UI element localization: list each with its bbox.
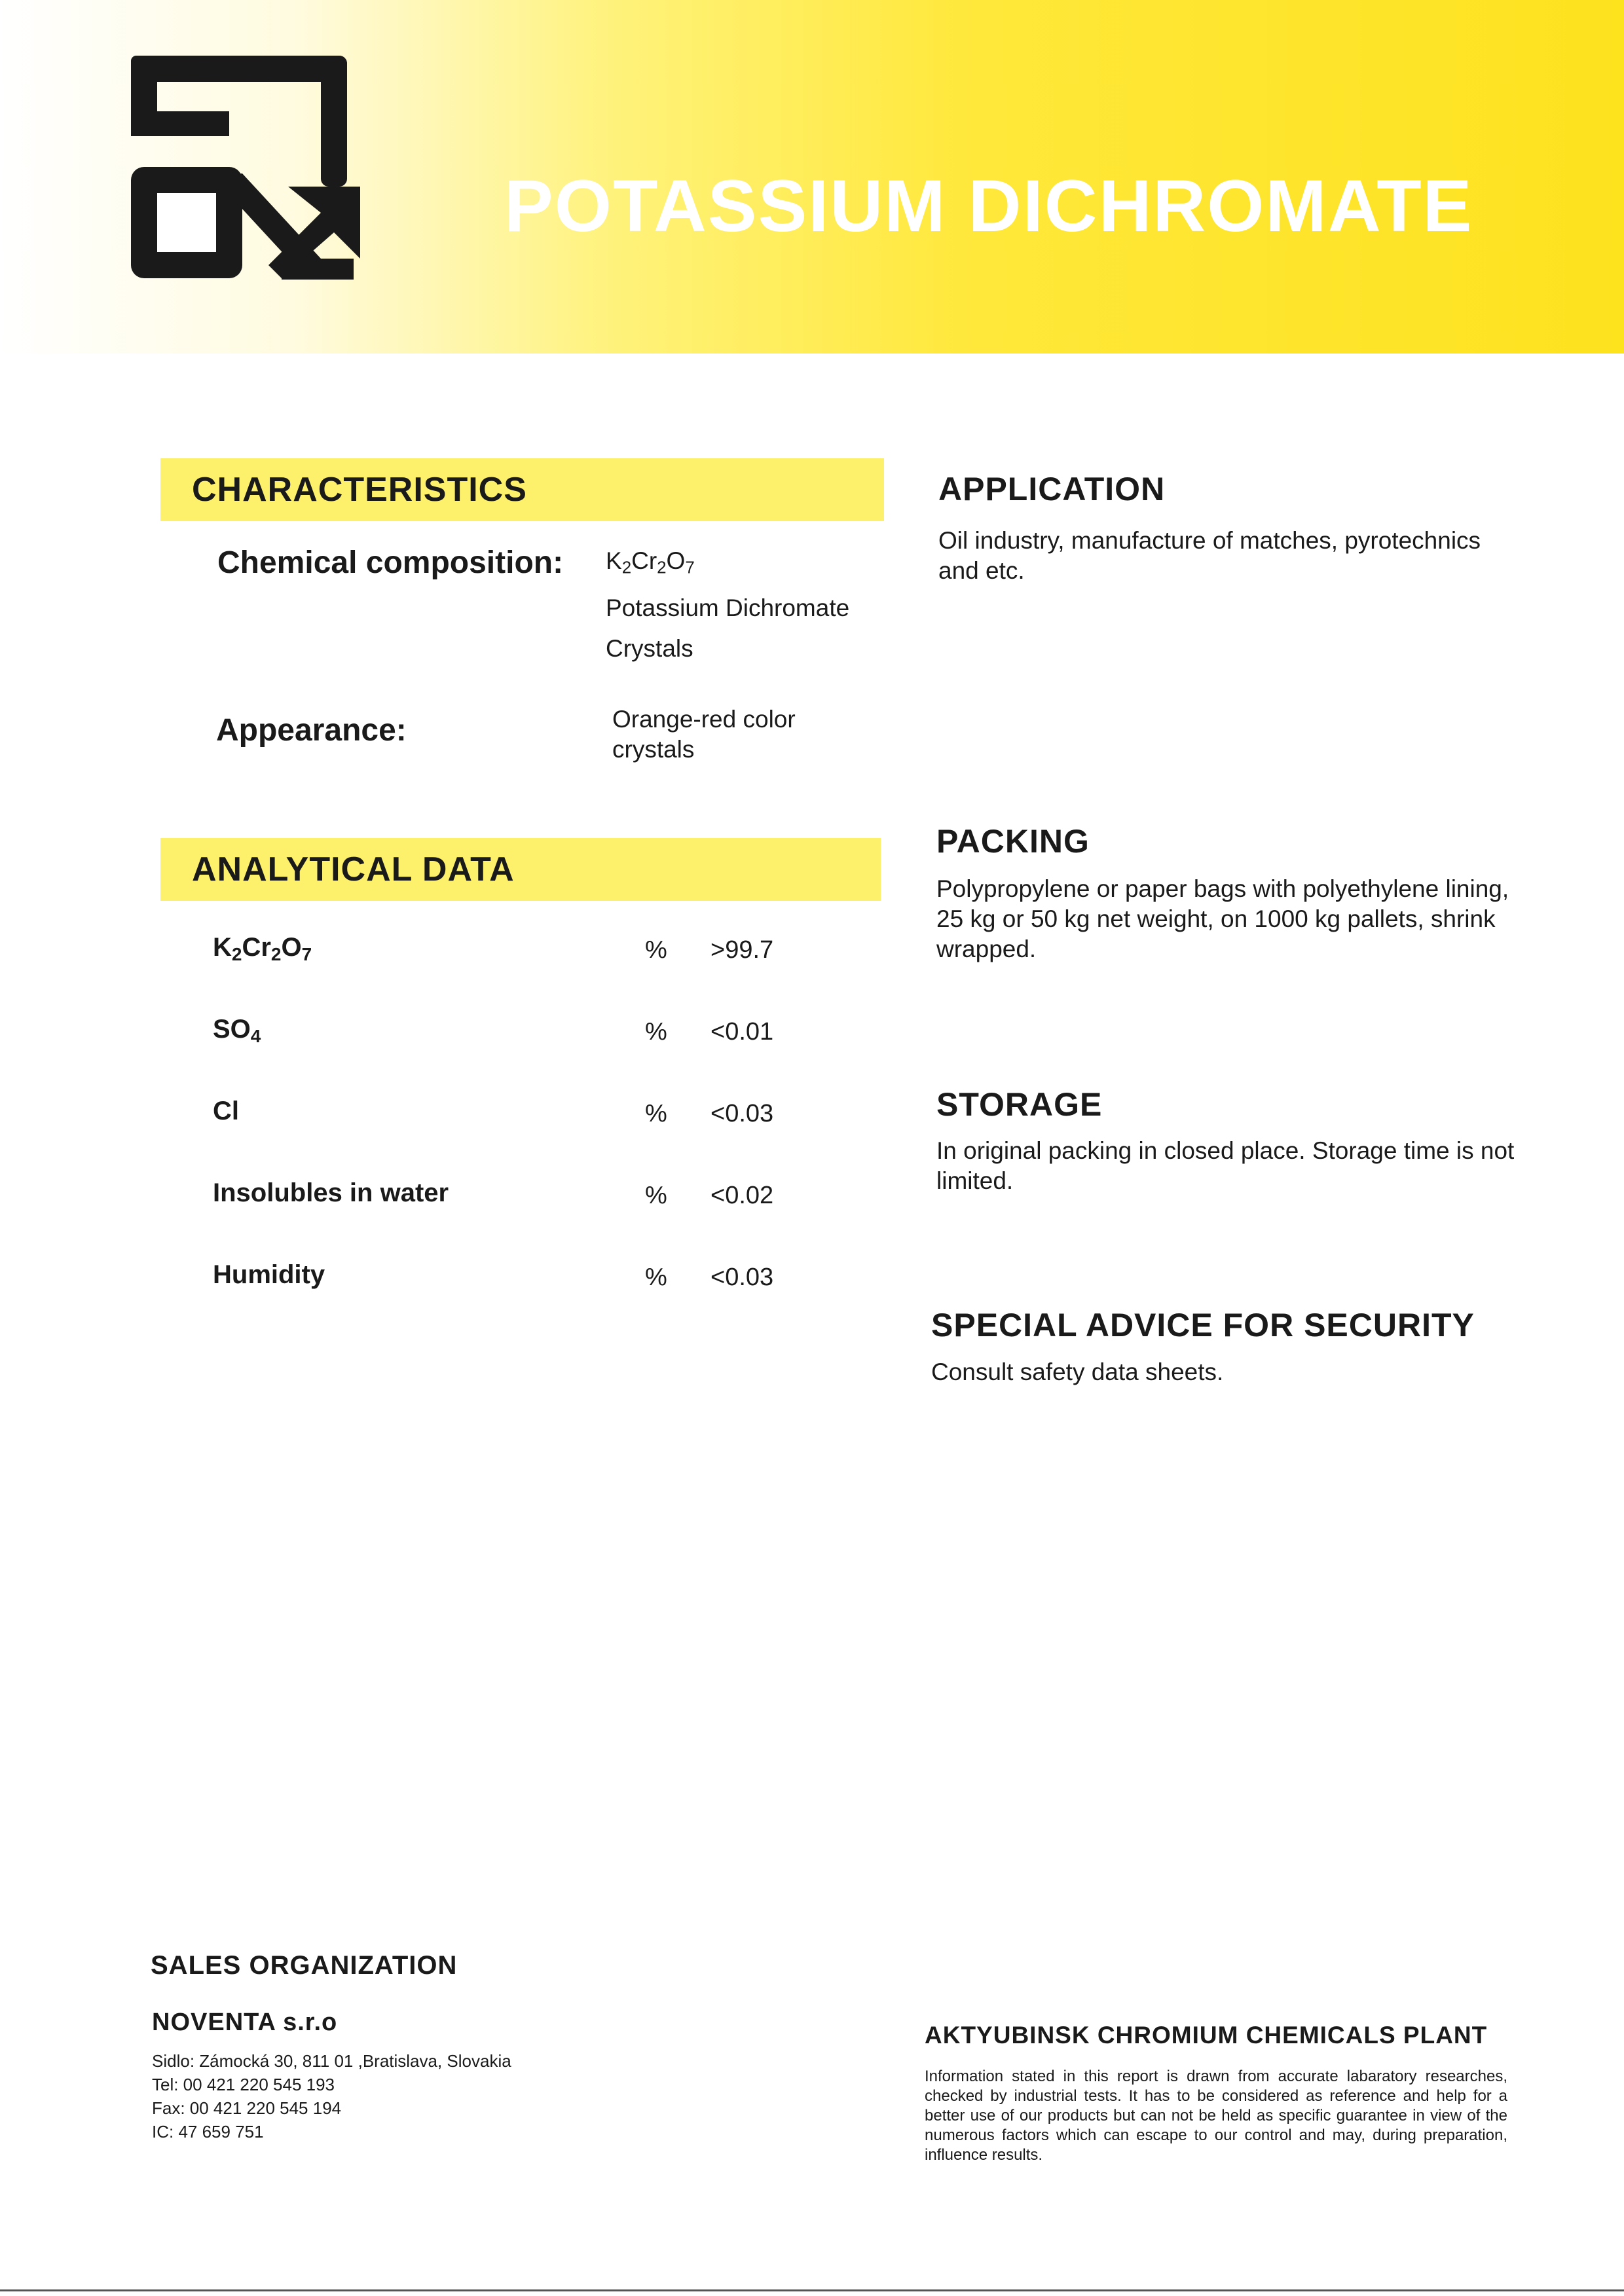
security-heading: SPECIAL ADVICE FOR SECURITY — [931, 1307, 1475, 1343]
ad-row-name-insolubles: Insolubles in water — [213, 1178, 449, 1207]
ad-row-value: <0.03 — [710, 1100, 774, 1127]
ad-row-unit: % — [645, 1100, 667, 1127]
ad-row-name-humidity: Humidity — [213, 1260, 325, 1289]
ad-row-name-k2cr2o7: $K_2Cr_2O_7$ — [213, 933, 312, 964]
ad-row-name-cl: Cl — [213, 1097, 239, 1125]
sales-address: Sidlo: Zámocká 30, 811 01 ,Bratislava, Slovakia — [152, 2051, 511, 2071]
sales-contact-block — [152, 2049, 676, 2143]
chemical-composition-value — [606, 541, 849, 669]
sales-tel: Tel: 00 421 220 545 193 — [152, 2075, 335, 2094]
ad-row-unit: % — [645, 936, 667, 964]
appearance-label: Appearance: — [216, 713, 407, 748]
ad-row-value: <0.02 — [710, 1182, 774, 1209]
composition-formula: $K_2Cr_2O_7$ — [606, 547, 695, 577]
ad-row-value: >99.7 — [710, 936, 774, 964]
ad-row-value: <0.01 — [710, 1018, 774, 1046]
storage-text: In original packing in closed place. Storage time is not limited. — [936, 1137, 1515, 1194]
sales-fax: Fax: 00 421 220 545 194 — [152, 2098, 342, 2118]
composition-name: Potassium Dichromate — [606, 594, 850, 622]
application-heading: APPLICATION — [938, 471, 1166, 507]
composition-form: Crystals — [606, 635, 693, 663]
security-text: Consult safety data sheets. — [931, 1358, 1224, 1385]
appearance-value: Orange-red color crystals — [612, 706, 796, 763]
plant-disclaimer: Information stated in this report is drawn from accurate labaratory researches, checked by industrial tests. It has to be considered as reference and help for a better use of our products but can not be held as specific guarantee in view of the numerous factors which can escape to our control and may, during preparation, influence results. — [925, 2068, 1507, 2164]
packing-text: Polypropylene or paper bags with polyethylene lining, 25 kg or 50 kg net weight, on 1000 kg pallets, shrink wrapped. — [936, 875, 1509, 962]
analytical-data-heading: ANALYTICAL DATA — [160, 838, 881, 901]
page-title: POTASSIUM DICHROMATE — [504, 165, 1473, 247]
ad-row-value: <0.03 — [710, 1264, 774, 1291]
storage-heading: STORAGE — [936, 1086, 1103, 1123]
sales-organization-heading: SALES ORGANIZATION — [151, 1951, 458, 1980]
ad-row-unit: % — [645, 1182, 667, 1209]
packing-heading: PACKING — [936, 823, 1090, 860]
application-text: Oil industry, manufacture of matches, pyrotechnics and etc. — [938, 527, 1481, 584]
ad-row-unit: % — [645, 1018, 667, 1046]
alpha-arrow-logo-icon — [124, 49, 360, 285]
characteristics-heading: CHARACTERISTICS — [160, 458, 884, 521]
sales-company-name: NOVENTA s.r.o — [152, 2009, 338, 2036]
ad-row-unit: % — [645, 1264, 667, 1291]
sales-ic: IC: 47 659 751 — [152, 2122, 264, 2141]
ad-row-name-so4: $SO_4$ — [213, 1015, 261, 1046]
bottom-rule — [0, 2289, 1624, 2291]
chemical-composition-label: Chemical composition: — [217, 545, 564, 580]
plant-heading: AKTYUBINSK CHROMIUM CHEMICALS PLANT — [925, 2022, 1488, 2049]
